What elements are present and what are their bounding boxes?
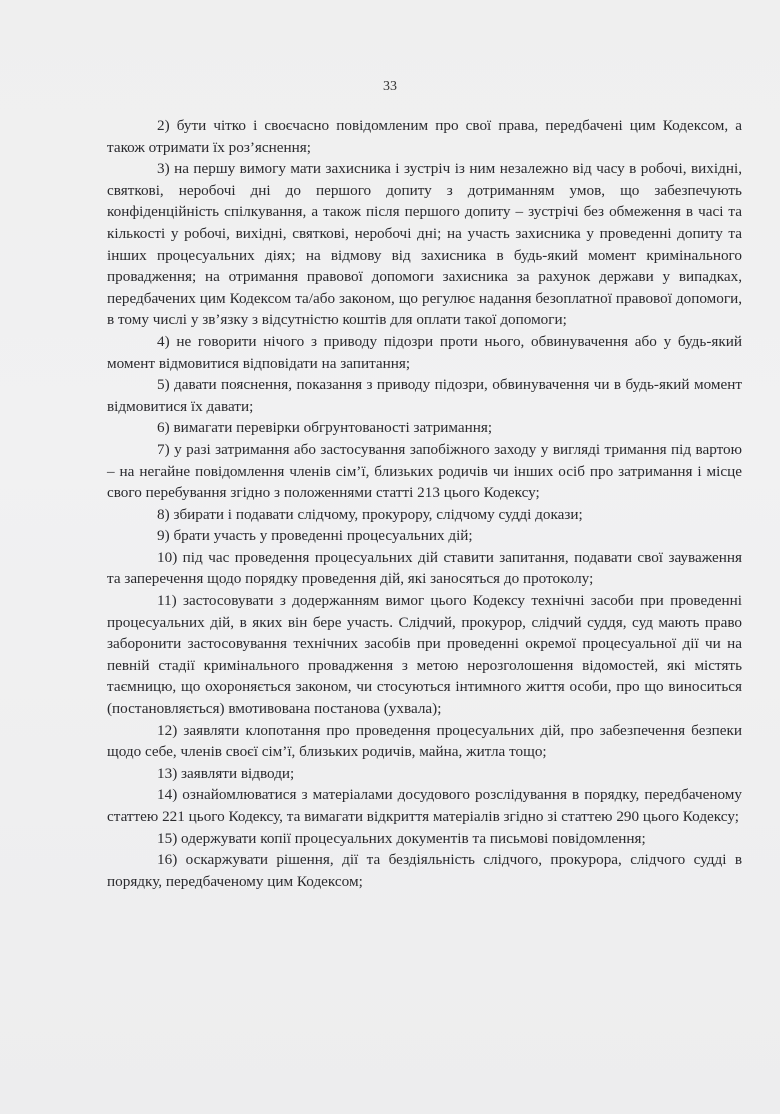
paragraph-item-13: 13) заявляти відводи; [157, 764, 295, 782]
page-number: 33 [383, 79, 397, 94]
paragraph-item-7: 7) у разі затримання або застосування запобіжного заходу у вигляді тримання під вартою – на негайне повідомлення членів сім’ї, близьких родичів чи інших осіб про затримання і місце свого перебування згідно з положеннями статті 213 цього Кодексу; [107, 440, 742, 502]
paragraph-item-14: 14) ознайомлюватися з матеріалами досудового розслідування в порядку, передбаченому статтею 221 цього Кодексу, та вимагати відкриття матеріалів згідно зі статтею 290 цього Кодексу; [107, 786, 742, 825]
paragraph-item-12: 12) заявляти клопотання про проведення процесуальних дій, про забезпечення безпеки щодо себе, членів своєї сім’ї, близьких родичів, майна, житла тощо; [107, 721, 742, 761]
paragraph-item-15: 15) одержувати копії процесуальних документів та письмові повідомлення; [157, 829, 646, 847]
document-body [107, 115, 742, 892]
paragraph-item-4: 4) не говорити нічого з приводу підозри проти нього, обвинувачення або у будь-який момент відмовитися відповідати на запитання; [107, 332, 742, 372]
paragraph-item-16: 16) оскаржувати рішення, дії та бездіяльність слідчого, прокурора, слідчого судді в порядку, передбаченому цим Кодексом; [107, 851, 742, 890]
paragraph-item-11: 11) застосовувати з додержанням вимог цього Кодексу технічні засоби при проведенні процесуальних дій, в яких він бере участь. Слідчий, прокурор, слідчий суддя, суд мають право заборонити застосовування технічних засобів при проведенні окремої процесуальної дії чи на певній стадії кримінального провадження з метою нерозголошення відомостей, які містять таємницю, що охороняється законом, чи стосуються інтимного життя особи, про що виноситься (постановляється) вмотивована постанова (ухвала); [107, 592, 742, 718]
paragraph-item-10: 10) під час проведення процесуальних дій ставити запитання, подавати свої зауваження та заперечення щодо порядку проведення дій, які заносяться до протоколу; [107, 548, 742, 588]
paragraph-item-6: 6) вимагати перевірки обгрунтованості затримання; [157, 419, 493, 437]
paragraph-item-5: 5) давати пояснення, показання з приводу підозри, обвинувачення чи в будь-який момент відмовитися їх давати; [107, 376, 742, 415]
paragraph-item-3: 3) на першу вимогу мати захисника і зустріч із ним незалежно від часу в робочі, вихідні, святкові, неробочі дні до першого допиту з дотриманням умов, що забезпечують конфіденційність спілкування, а також після першого допиту – зустрічі без обмеження в часі та кількості у робочі, вихідні, святкові, неробочі дні; на участь захисника у проведенні допиту та інших процесуальних діях; на відмову від захисника в будь-який момент кримінального провадження; на отримання правової допомоги захисника за рахунок держави у випадках, передбачених цим Кодексом та/або законом, що регулює надання безоплатної правової допомоги, в тому числі у зв’язку з відсутністю коштів для оплати такої допомоги; [107, 160, 742, 329]
paragraph-item-8: 8) збирати і подавати слідчому, прокурору, слідчому судді докази; [157, 505, 583, 523]
paragraph-item-9: 9) брати участь у проведенні процесуальних дій; [157, 527, 473, 545]
paragraph-item-2: 2) бути чітко і своєчасно повідомленим про свої права, передбачені цим Кодексом, а також отримати їх роз’яснення; [107, 117, 742, 156]
